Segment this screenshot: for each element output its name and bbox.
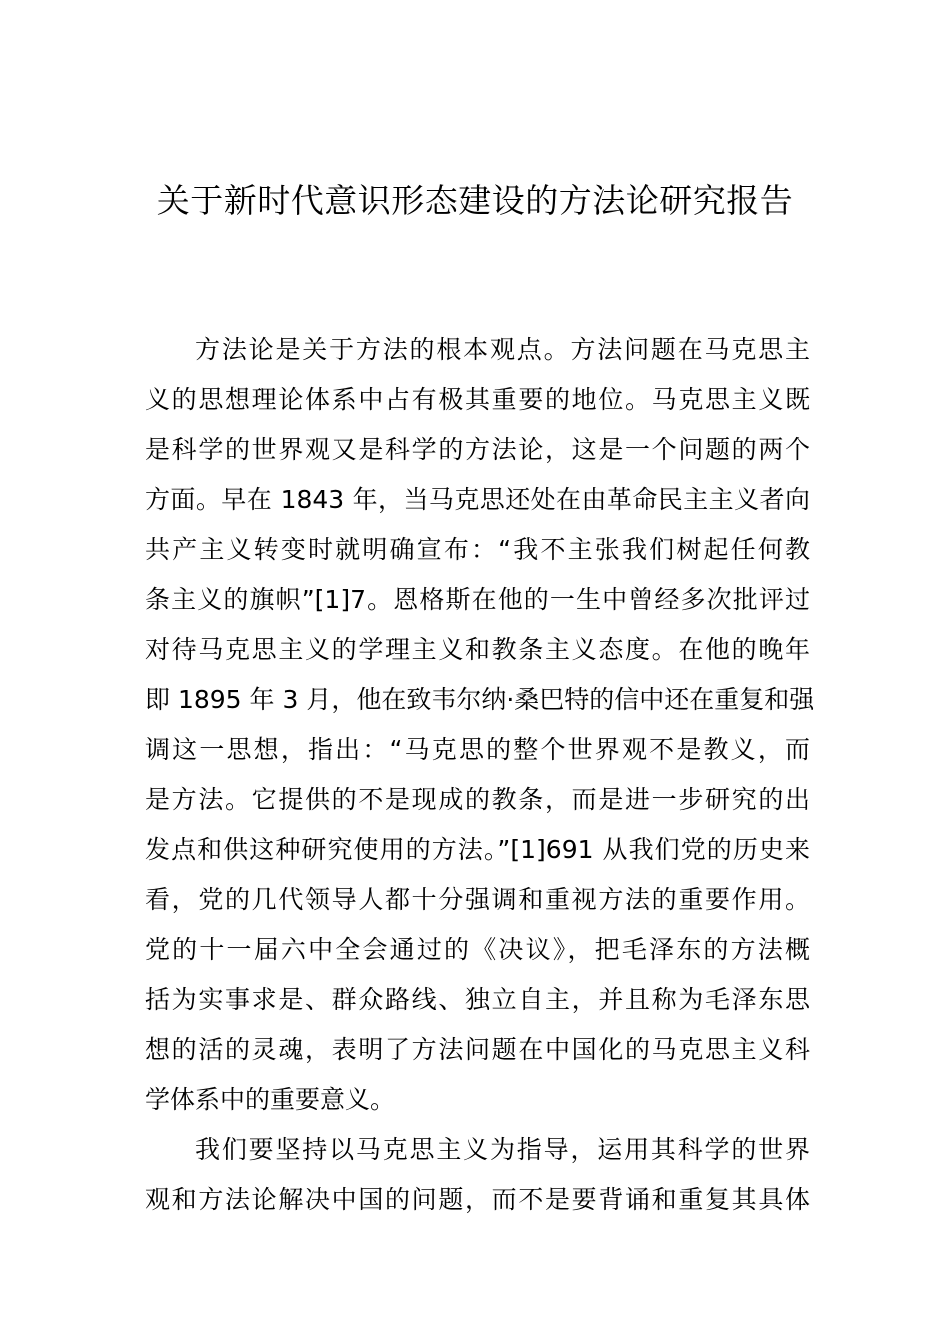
paragraph-1-line-15: 想的活的灵魂，表明了方法问题在中国化的马克思主义科 <box>145 1035 810 1064</box>
paragraph-1-line-5: 共产主义转变时就明确宣布：“我不主张我们树起任何教 <box>145 535 810 564</box>
paragraph-1-line-13: 党的十一届六中全会通过的《决议》，把毛泽东的方法概 <box>145 935 810 964</box>
paragraph-1-line-12: 看，党的几代领导人都十分强调和重视方法的重要作用。 <box>145 885 810 914</box>
paragraph-2-line-2: 观和方法论解决中国的问题，而不是要背诵和重复其具体 <box>145 1185 810 1214</box>
paragraph-1-line-9: 调这一思想，指出：“马克思的整个世界观不是教义，而 <box>145 735 810 764</box>
paragraph-2-line-1: 我们要坚持以马克思主义为指导，运用其科学的世界 <box>195 1135 810 1164</box>
paragraph-1-line-10: 是方法。它提供的不是现成的教条，而是进一步研究的出 <box>145 785 810 814</box>
paragraph-1-line-11: 发点和供这种研究使用的方法。”[1]691 从我们党的历史来 <box>145 835 810 864</box>
paragraph-1-line-2: 义的思想理论体系中占有极其重要的地位。马克思主义既 <box>145 385 810 414</box>
paragraph-1-line-3: 是科学的世界观又是科学的方法论，这是一个问题的两个 <box>145 435 810 464</box>
document-title: 关于新时代意识形态建设的方法论研究报告 <box>156 181 794 220</box>
paragraph-1-line-8: 即 1895 年 3 月，他在致韦尔纳·桑巴特的信中还在重复和强 <box>145 685 815 714</box>
paragraph-1-line-1: 方法论是关于方法的根本观点。方法问题在马克思主 <box>195 335 810 364</box>
paragraph-1-line-16: 学体系中的重要意义。 <box>145 1085 396 1114</box>
paragraph-1-line-6: 条主义的旗帜”[1]7。恩格斯在他的一生中曾经多次批评过 <box>145 585 810 614</box>
paragraph-1-line-14: 括为实事求是、群众路线、独立自主，并且称为毛泽东思 <box>145 985 810 1014</box>
paragraph-1-line-4: 方面。早在 1843 年，当马克思还处在由革命民主主义者向 <box>145 485 810 514</box>
paragraph-1-line-7: 对待马克思主义的学理主义和教条主义态度。在他的晚年 <box>145 635 810 664</box>
